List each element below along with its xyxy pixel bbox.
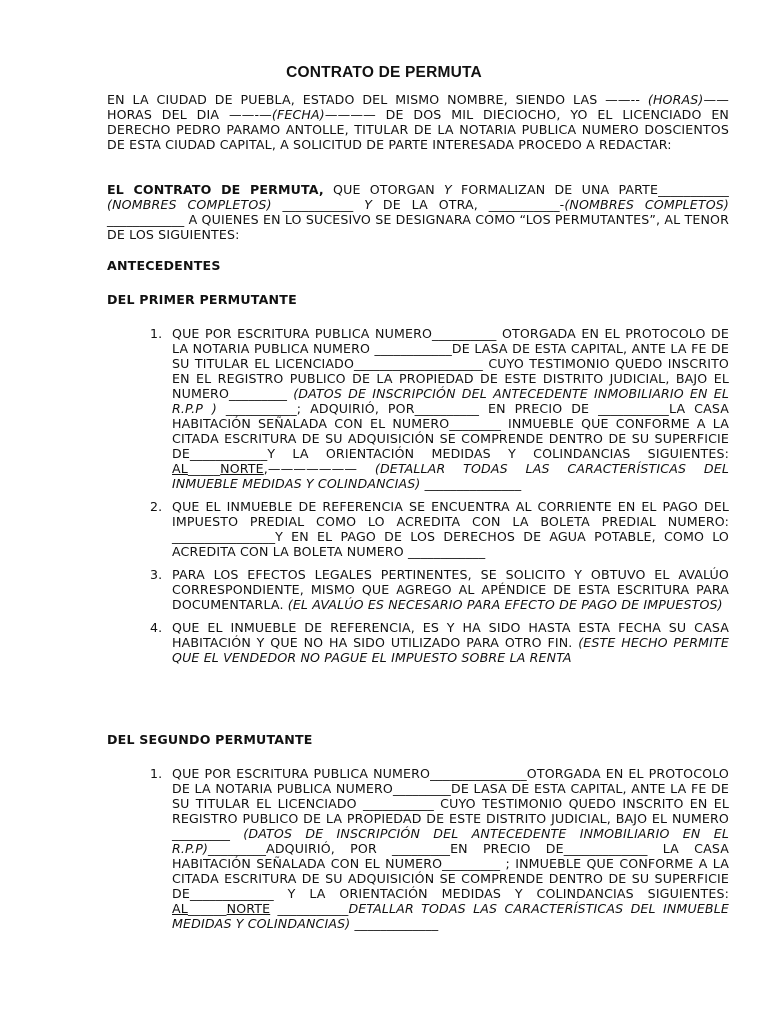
second-permutante-list [107,766,729,931]
contract-paragraph [107,182,729,242]
text-run: DE LA OTRA, ___________- [372,197,565,212]
italic-note: (NOMBRES COMPLETOS) [107,197,272,212]
italic-note: Y [444,182,452,197]
text-run: QUE EL INMUEBLE DE REFERENCIA, ES Y HA SIDO HASTA ESTA FECHA SU CASA HABITACIÓN Y QUE NO HA SIDO UTILIZADO PARA OTRO FIN. [172,620,729,650]
text-run: ___________ [270,901,349,916]
text-run: ___________; ADQUIRIÓ, POR__________ EN PRECIO DE ___________LA CASA HABITACIÓN SEÑALADA CON EL NUMERO________ INMUEBLE QUE CONFORME A LA CITADA ESCRITURA DE SU ADQUISICIÓN SE COMPRENDE DENTRO DE SU SUPERFICIE DE____________Y LA ORIENTACIÓN MEDIDAS Y COLINDANCIAS SIGUIENTES: [172,401,729,461]
text-run: ———— DE DOS MIL DIECIOCHO, YO EL LICENCIADO EN DERECHO PEDRO PARAMO ANTOLLE, TITULAR DE LA NOTARIA PUBLICA NUMERO DOSCIENTOS DE ESTA CIUDAD CAPITAL, A SOLICITUD DE PARTE INTERESADA PROCEDO A REDACTAR: [107,107,729,152]
underlined-text: AL [172,461,188,476]
italic-note: (DATOS DE INSCRIPCIÓN DEL ANTECEDENTE INMOBILIARIO EN EL R.P.P ) [172,386,730,416]
list-item [107,326,729,491]
text-run: ,——————— [263,461,375,476]
intro-paragraph [107,92,729,152]
list-item [107,499,729,559]
text-run: ___________ [271,197,365,212]
underlined-text: AL [172,901,188,916]
list-item-number: 1. [150,326,163,341]
text-run: QUE EL INMUEBLE DE REFERENCIA SE ENCUENTRA AL CORRIENTE EN EL PAGO DEL IMPUESTO PREDIAL COMO LO ACREDITA CON LA BOLETA PREDIAL NUMERO: ________________Y EN EL PAGO DE LOS DERECHOS DE AGUA POTABLE, COMO LO ACREDITA CON LA BOLETA NUMERO ____________ [172,499,729,559]
second-permutante-heading: DEL SEGUNDO PERMUTANTE [107,732,313,747]
text-run: PARA LOS EFECTOS LEGALES PERTINENTES, SE SOLICITO Y OBTUVO EL AVALÚO CORRESPONDIENTE, MISMO QUE AGREGO AL APÉNDICE DE ESTA ESCRITURA PARA DOCUMENTARLA. [172,567,729,612]
text-run: QUE POR ESCRITURA PUBLICA NUMERO__________ OTORGADA EN EL PROTOCOLO DE LA NOTARIA PUBLICA NUMERO ____________DE LASA DE ESTA CAPITAL, ANTE LA FE DE SU TITULAR EL LICENCIADO____________________ CUYO TESTIMONIO QUEDO INSCRITO EN EL REGISTRO PUBLICO DE LA PROPIEDAD DE ESTE DISTRITO JUDICIAL, BAJO EL NUMERO_________ [172,326,729,401]
text-run: _____________ [350,916,439,931]
italic-note: (DETALLAR TODAS LAS CARACTERÍSTICAS DEL INMUEBLE MEDIDAS Y COLINDANCIAS) [172,461,729,491]
list-item-number: 2. [150,499,163,514]
text-run: ____________ A QUIENES EN LO SUCESIVO SE DESIGNARA COMO “LOS PERMUTANTES”, AL TENOR DE LOS SIGUIENTES: [107,212,729,242]
text-run: EN LA CIUDAD DE PUEBLA, ESTADO DEL MISMO NOMBRE, SIENDO LAS ——-- [107,92,648,107]
bold-text: EL CONTRATO DE PERMUTA, [107,182,324,197]
text-run: ______ [187,901,227,916]
text-run: _______________ [420,476,522,491]
italic-note: (FECHA) [271,107,325,122]
text-run: FORMALIZAN DE UNA PARTE___________ [451,182,729,197]
list-item-number: 1. [150,766,163,781]
list-item-number: 4. [150,620,163,635]
first-permutante-list [107,326,729,665]
italic-note: (ESTE HECHO PERMITE QUE EL VENDEDOR NO PAGUE EL IMPUESTO SOBRE LA RENTA [172,635,729,665]
italic-note: (HORAS) [647,92,704,107]
text-run: QUE OTORGAN [323,182,444,197]
italic-note: DETALLAR TODAS LAS CARACTERÍSTICAS DEL INMUEBLE MEDIDAS Y COLINDANCIAS) [172,901,729,931]
text-run: _____ [187,461,221,476]
antecedentes-heading: ANTECEDENTES [107,258,221,273]
list-item [107,567,729,612]
text-run: QUE POR ESCRITURA PUBLICA NUMERO_______________OTORGADA EN EL PROTOCOLO DE LA NOTARIA PUBLICA NUMERO_________DE LASA DE ESTA CAPITAL, ANTE LA FE DE SU TITULAR EL LICENCIADO ___________ CUYO TESTIMONIO QUEDO INSCRITO EN EL REGISTRO PUBLICO DE LA PROPIEDAD DE ESTE DISTRITO JUDICIAL, BAJO EL NUMERO _________ [172,766,729,841]
list-item [107,766,729,931]
italic-note: (NOMBRES COMPLETOS) [564,197,729,212]
underlined-text: NORTE [226,901,271,916]
text-run: _________ADQUIRIÓ, POR _________EN PRECIO DE_____________ LA CASA HABITACIÓN SEÑALADA CON EL NUMERO_________ ; INMUEBLE QUE CONFORME A LA CITADA ESCRITURA DE SU ADQUISICIÓN SE COMPRENDE DENTRO DE SU SUPERFICIE DE_____________ Y LA ORIENTACIÓN MEDIDAS Y COLINDANCIAS SIGUIENTES: [172,841,729,901]
document-title: CONTRATO DE PERMUTA [286,64,482,81]
italic-note: (DATOS DE INSCRIPCIÓN DEL ANTECEDENTE INMOBILIARIO EN EL R.P.P) [172,826,729,856]
text-run: —— HORAS DEL DIA ——-— [107,92,729,122]
italic-note: (EL AVALÚO ES NECESARIO PARA EFECTO DE PAGO DE IMPUESTOS) [287,597,723,612]
underlined-text: NORTE [220,461,264,476]
list-item-number: 3. [150,567,163,582]
list-item [107,620,729,665]
italic-note: Y [364,197,373,212]
first-permutante-heading: DEL PRIMER PERMUTANTE [107,292,297,307]
